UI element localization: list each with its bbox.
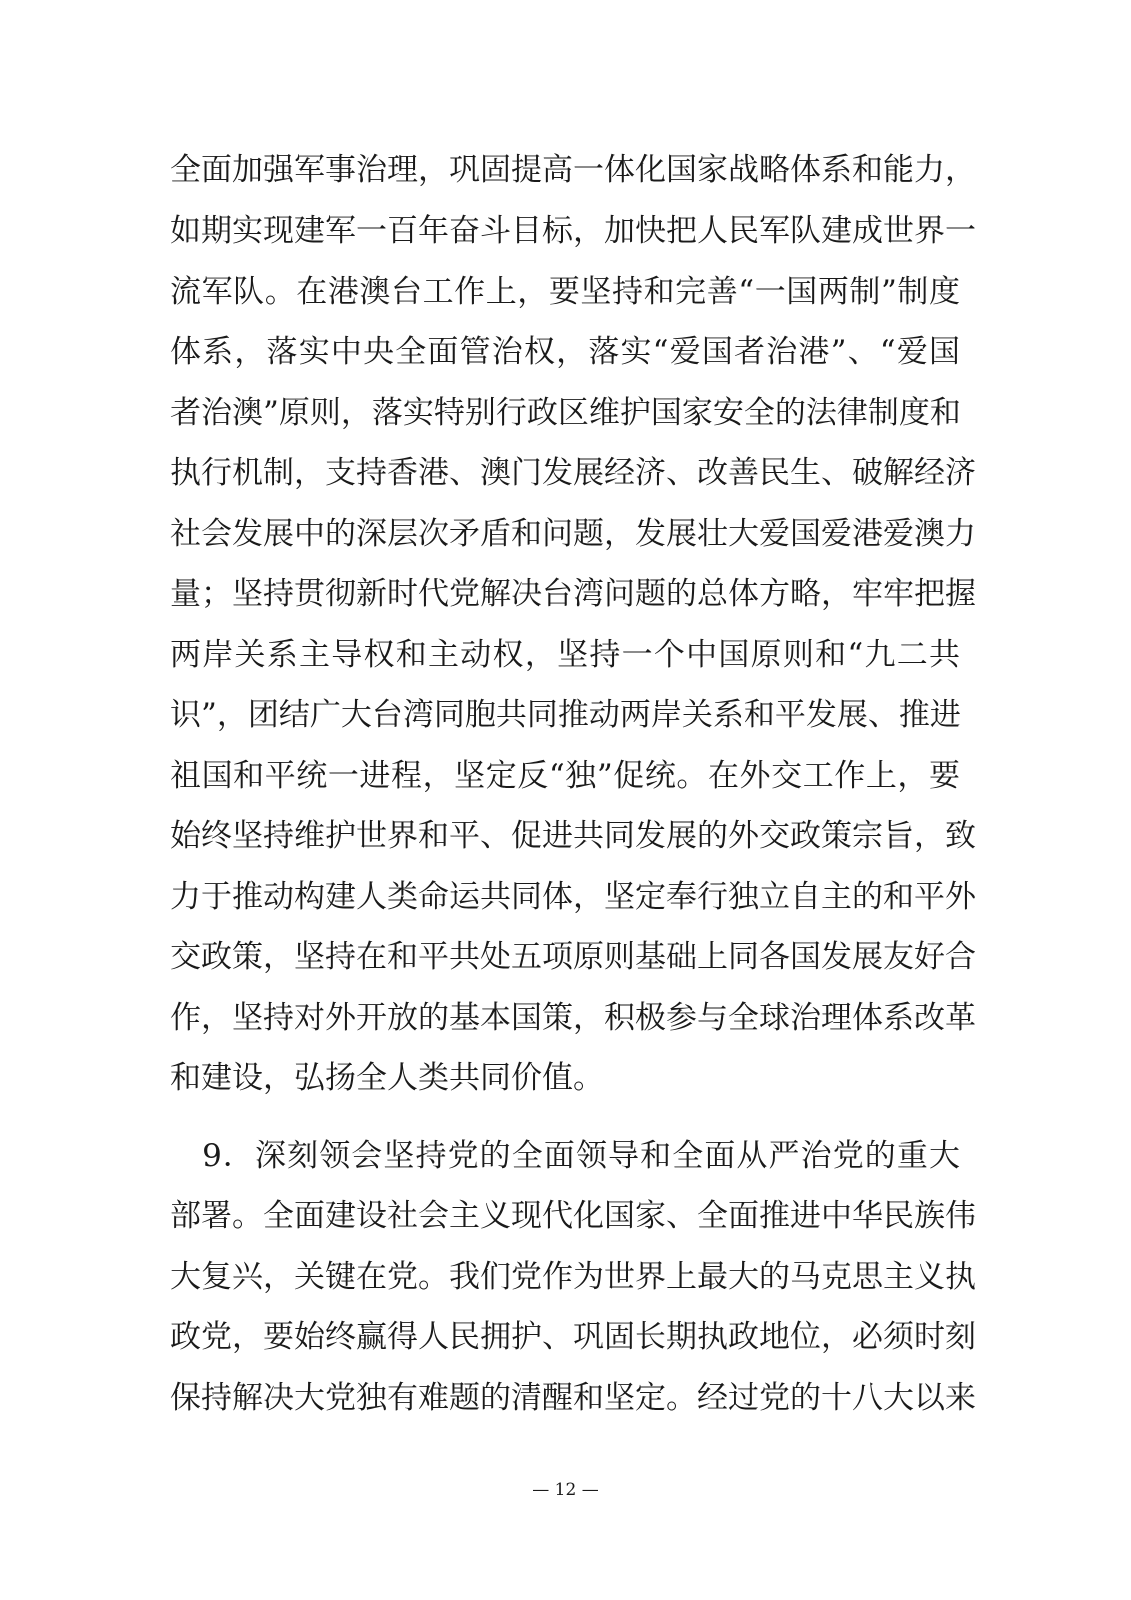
text-line: 者治澳”原则，落实特别行政区维护国家安全的法律制度和 bbox=[170, 395, 961, 431]
text-line: 保持解决大党独有难题的清醒和坚定。经过党的十八大以来 bbox=[170, 1380, 976, 1416]
text-line: 流军队。在港澳台工作上，要坚持和完善“一国两制”制度 bbox=[170, 274, 960, 310]
text-line: 政党，要始终赢得人民拥护、巩固长期执政地位，必须时刻 bbox=[170, 1319, 976, 1355]
section-heading-line: 9．深刻领会坚持党的全面领导和全面从严治党的重大 bbox=[170, 1138, 960, 1174]
text-line: 两岸关系主导权和主动权，坚持一个中国原则和“九二共 bbox=[170, 637, 960, 673]
text-line: 量；坚持贯彻新时代党解决台湾问题的总体方略，牢牢把握 bbox=[170, 576, 976, 612]
text-line: 社会发展中的深层次矛盾和问题，发展壮大爱国爱港爱澳力 bbox=[170, 516, 976, 552]
text-line: 全面加强军事治理，巩固提高一体化国家战略体系和能力， bbox=[170, 152, 976, 188]
text-line: 识”，团结广大台湾同胞共同推动两岸关系和平发展、推进 bbox=[170, 697, 961, 733]
text-line: 作，坚持对外开放的基本国策，积极参与全球治理体系改革 bbox=[170, 1000, 976, 1036]
text-line: 交政策，坚持在和平共处五项原则基础上同各国发展友好合 bbox=[170, 939, 976, 975]
page-number: — 12 — bbox=[532, 1480, 599, 1500]
text-line-paragraph-end: 和建设，弘扬全人类共同价值。 bbox=[170, 1060, 604, 1096]
text-line: 执行机制，支持香港、澳门发展经济、改善民生、破解经济 bbox=[170, 455, 976, 491]
text-line: 大复兴，关键在党。我们党作为世界上最大的马克思主义执 bbox=[170, 1259, 976, 1295]
text-line: 如期实现建军一百年奋斗目标，加快把人民军队建成世界一 bbox=[170, 213, 976, 249]
text-line: 力于推动构建人类命运共同体，坚定奉行独立自主的和平外 bbox=[170, 879, 976, 915]
text-line: 祖国和平统一进程，坚定反“独”促统。在外交工作上，要 bbox=[170, 758, 960, 794]
text-line: 始终坚持维护世界和平、促进共同发展的外交政策宗旨，致 bbox=[170, 818, 976, 854]
text-line: 体系，落实中央全面管治权，落实“爱国者治港”、“爱国 bbox=[170, 334, 960, 370]
text-line: 部署。全面建设社会主义现代化国家、全面推进中华民族伟 bbox=[170, 1198, 976, 1234]
